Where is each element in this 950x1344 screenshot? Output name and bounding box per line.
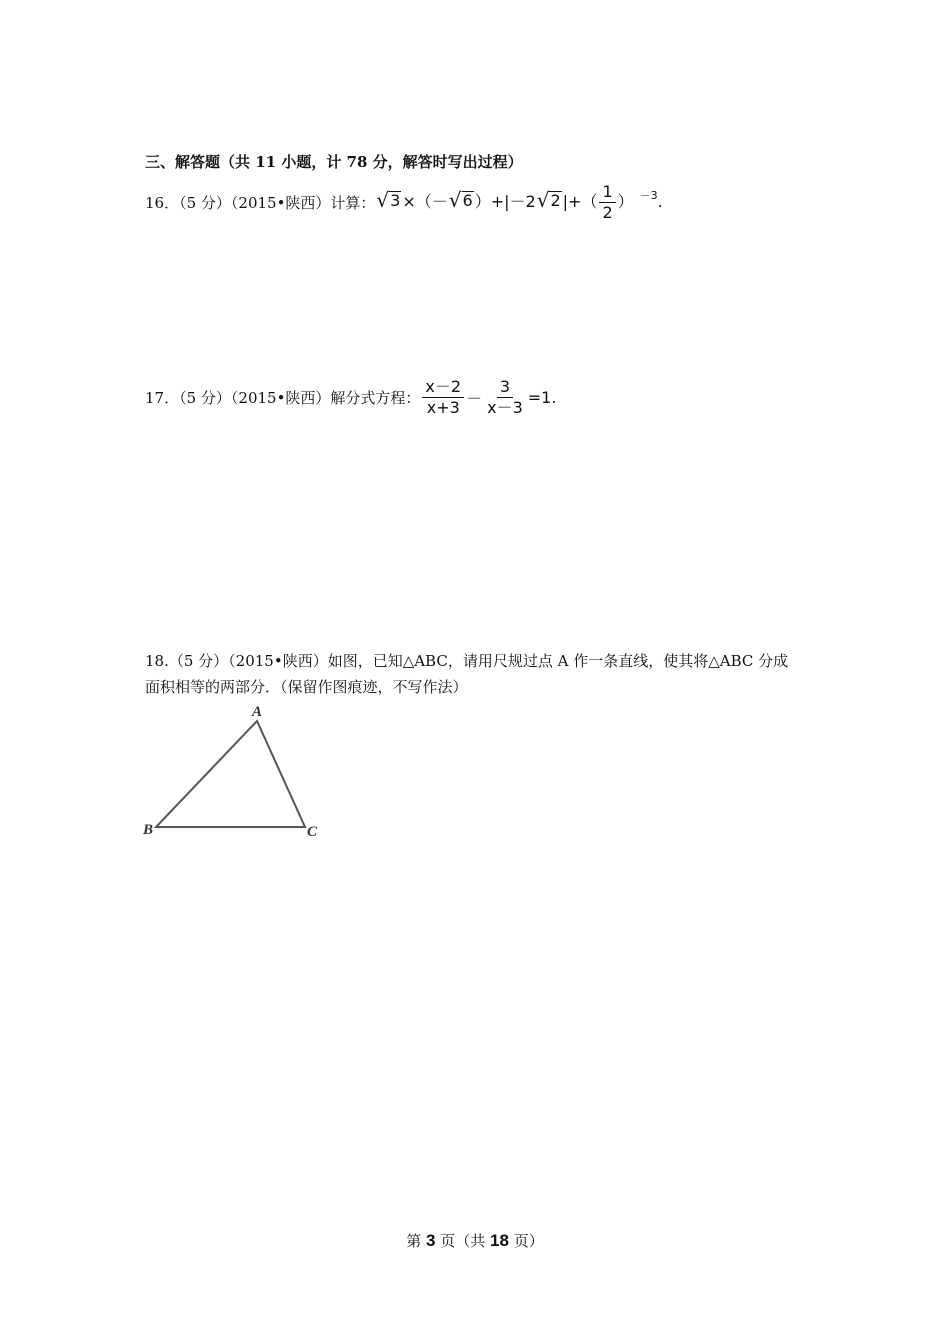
page-number: 3 [426, 1231, 436, 1250]
question-18-line-2: 面积相等的两部分．（保留作图痕迹，不写作法） [145, 678, 468, 696]
fraction-1: $\frac{x-2}{x+3}$ [422, 378, 464, 417]
triangle-abc-figure [135, 700, 335, 850]
page-footer [0, 1230, 950, 1251]
q16-times: ×（－ [402, 191, 448, 211]
fraction-2: $\frac{3}{x-3}$ [487, 376, 523, 417]
q16-end: . [657, 191, 663, 211]
vertex-label-c: C [307, 824, 318, 840]
q16-prefix: 16．（5 分）（2015•陕西）计算： [145, 193, 376, 212]
q17-prefix: 17．（5 分）（2015•陕西）解分式方程： [145, 388, 421, 407]
question-18-line-1: 18.（5 分）（2015•陕西）如图，已知△ABC，请用尺规过点 A 作一条直线，使其将△ABC 分成 [145, 652, 789, 670]
sqrt-3: √ 3 [376, 187, 401, 212]
q17-end: =1. [527, 387, 557, 407]
q16-plus: |+（ [562, 191, 598, 211]
question-17 [145, 375, 556, 419]
total-pages: 18 [490, 1231, 509, 1250]
sqrt-6: √ 6 [448, 187, 473, 212]
fraction-one-half: $\frac{1}{2}$ [599, 183, 615, 222]
question-16 [145, 180, 663, 224]
vertex-label-a: A [252, 704, 263, 720]
footer-post: 页） [508, 1232, 544, 1250]
q16-expression [375, 183, 662, 222]
footer-mid: 页（共 [435, 1232, 491, 1250]
section-title: 三、解答题（共 11 小题，计 78 分，解答时写出过程） [145, 153, 523, 171]
q16-close-paren: ） [617, 191, 634, 211]
q17-equation [420, 378, 556, 417]
vertex-label-b: B [143, 822, 154, 838]
q16-abs-open: ）+|－2 [474, 191, 536, 211]
footer-pre: 第 [406, 1232, 427, 1250]
q17-minus: － [466, 388, 483, 408]
sqrt-2: √ 2 [536, 187, 561, 212]
triangle-abc [156, 721, 305, 827]
q16-exponent: －3 [639, 188, 658, 202]
